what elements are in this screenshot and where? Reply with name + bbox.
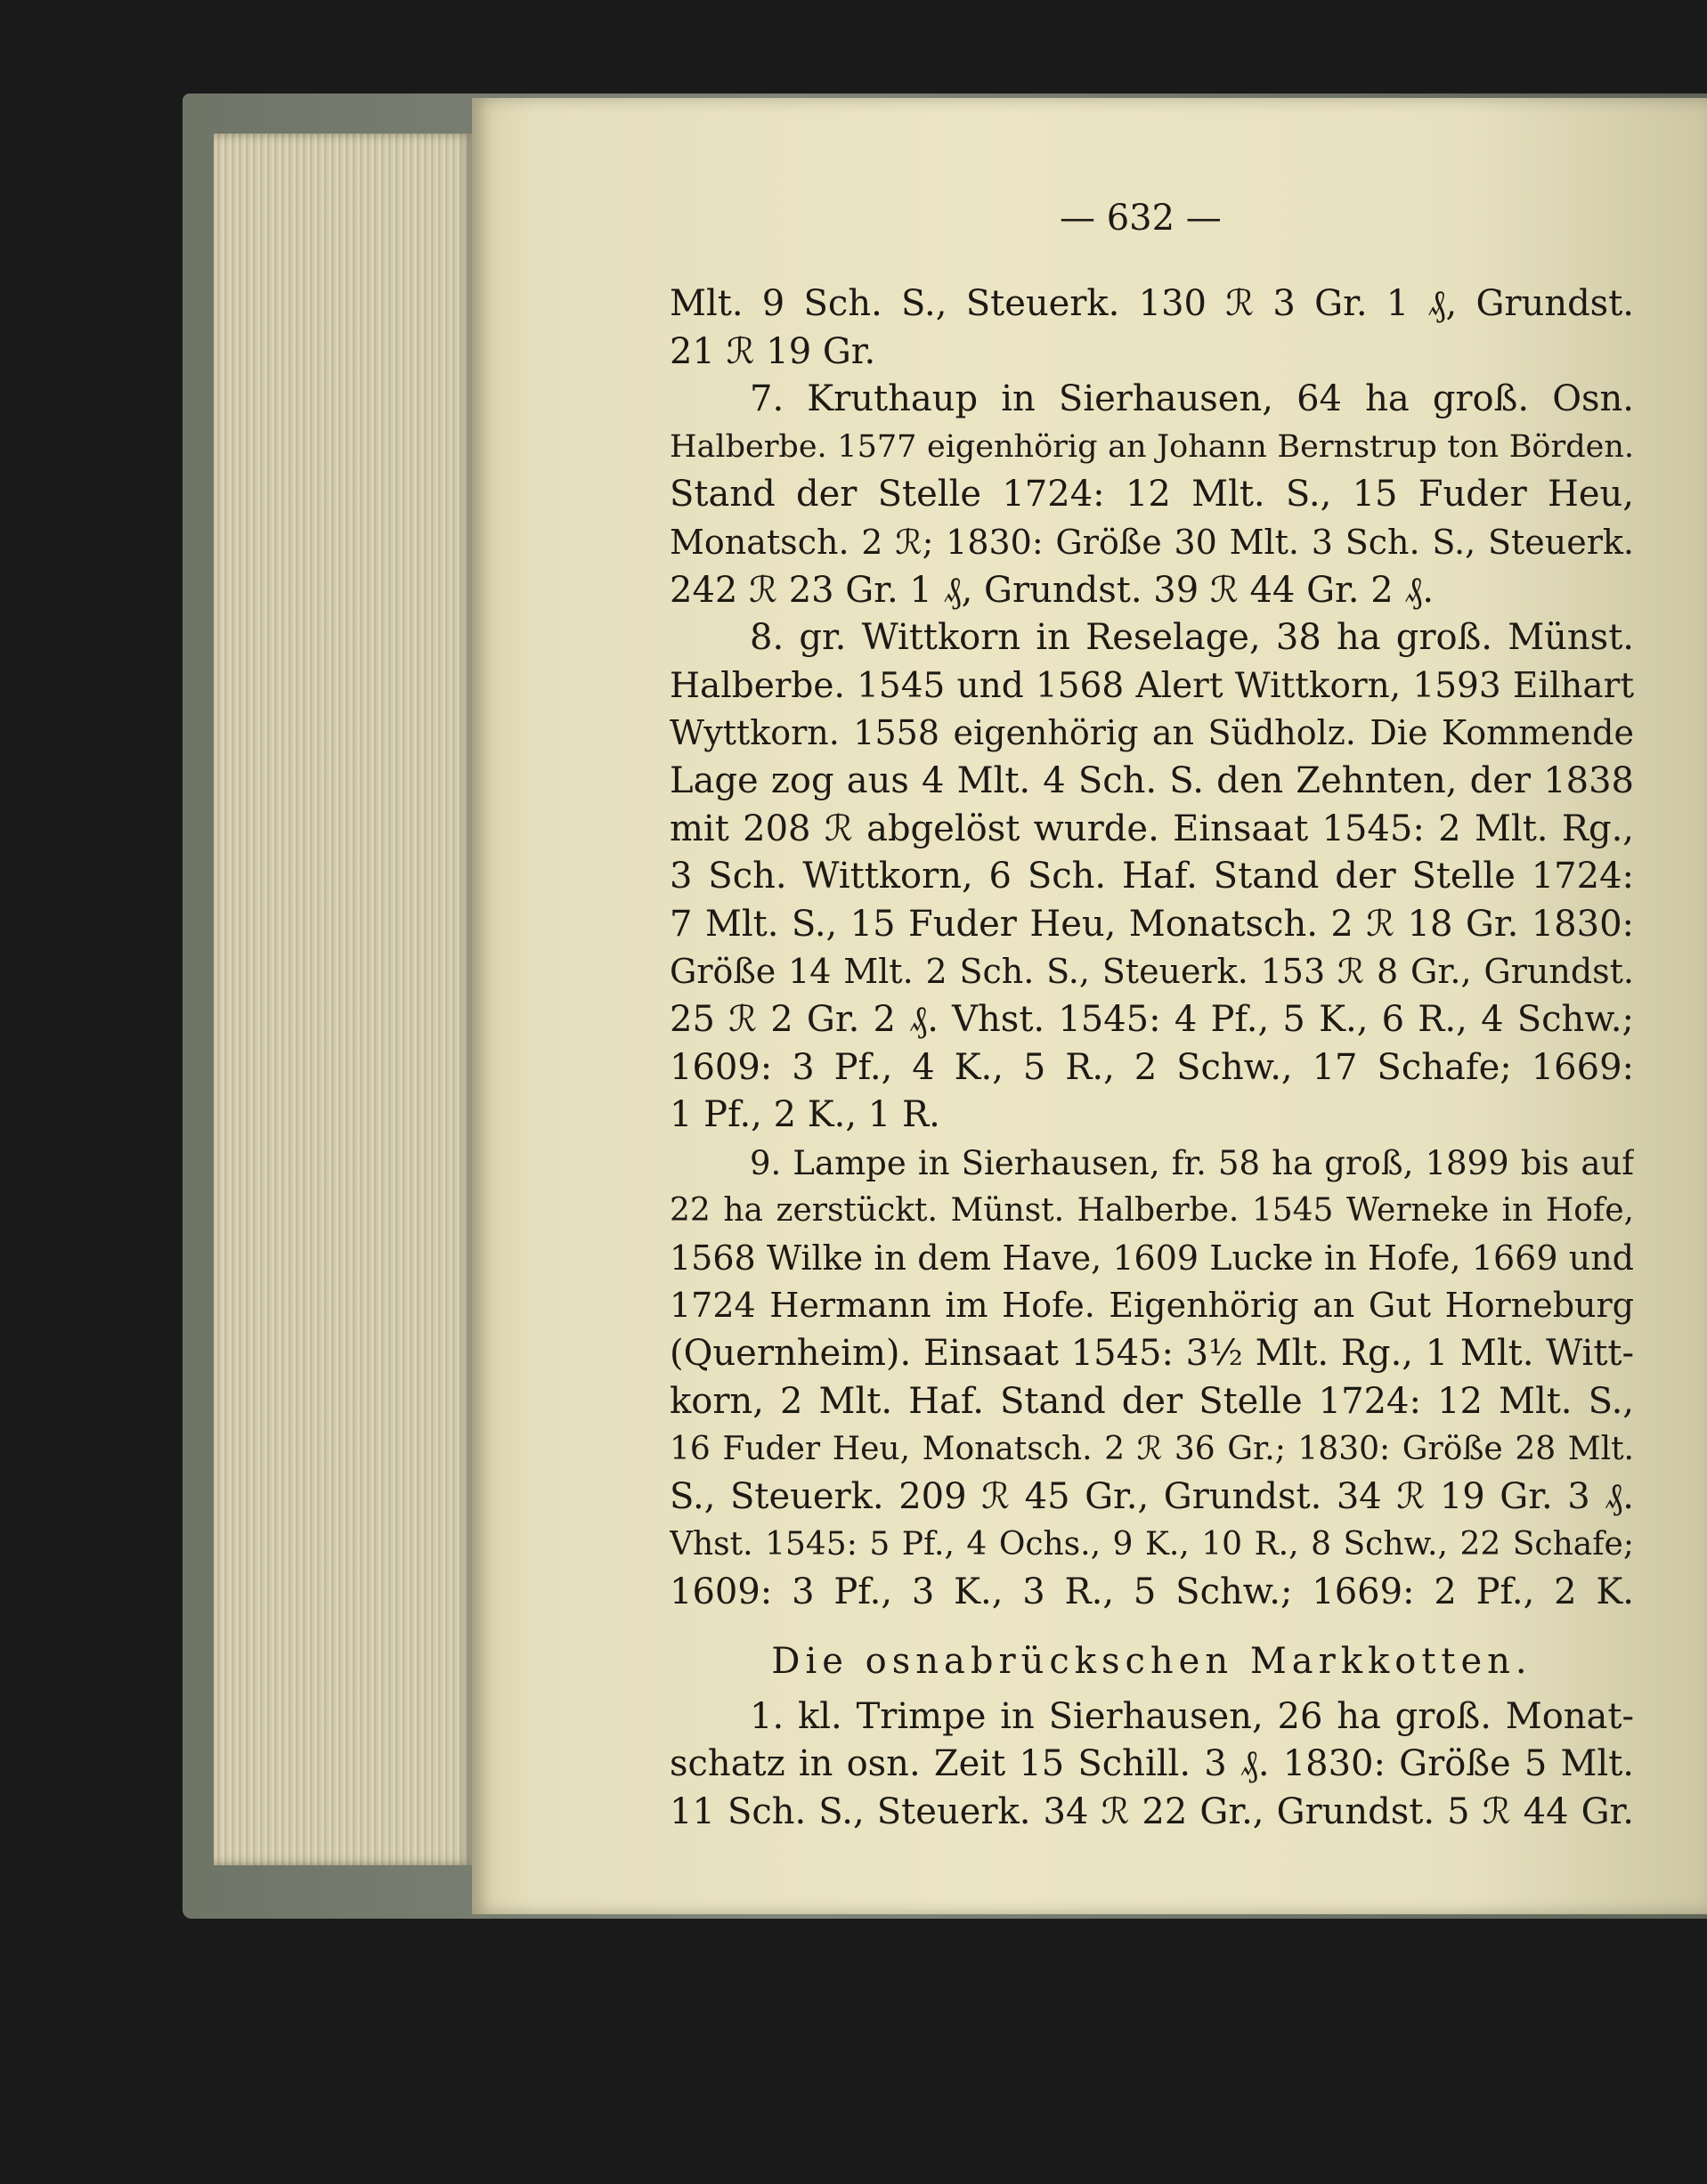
text-line: 25 ℛ 2 Gr. 2 ₰. Vhst. 1545: 4 Pf., 5 K., 6 R., 4 Schw.; <box>670 998 1634 1040</box>
text-line: Lage zog aus 4 Mlt. 4 Sch. S. den Zehnten, der 1838 <box>670 759 1634 801</box>
page-edges <box>214 134 472 1865</box>
entry-heading-line: 7. Kruthaup in Sierhausen, 64 ha groß. Osn. <box>750 378 1634 420</box>
text-line: schatz in osn. Zeit 15 Schill. 3 ₰. 1830: Größe 5 Mlt. <box>670 1743 1634 1785</box>
text-line: Vhst. 1545: 5 Pf., 4 Ochs., 9 K., 10 R., 8 Schw., 22 Schafe; <box>670 1526 1634 1563</box>
text-line: 1724 Hermann im Hofe. Eigenhörig an Gut Horneburg <box>670 1286 1634 1326</box>
text-line: 242 ℛ 23 Gr. 1 ₰, Grundst. 39 ℛ 44 Gr. 2 ₰. <box>670 569 1435 611</box>
body-text <box>670 280 1634 1836</box>
text-line: 16 Fuder Heu, Monatsch. 2 ℛ 36 Gr.; 1830: Größe 28 Mlt. <box>670 1431 1634 1468</box>
page-number: — 632 — <box>1060 198 1222 239</box>
text-line: 7 Mlt. S., 15 Fuder Heu, Monatsch. 2 ℛ 18 Gr. 1830: <box>670 903 1634 945</box>
text-line: 21 ℛ 19 Gr. <box>670 330 876 372</box>
entry-heading-line: 9. Lampe in Sierhausen, fr. 58 ha groß, 1899 bis auf <box>750 1143 1634 1182</box>
text-line: Stand der Stelle 1724: 12 Mlt. S., 15 Fuder Heu, <box>670 474 1634 516</box>
entry-heading-line: 1. kl. Trimpe in Sierhausen, 26 ha groß. Monat- <box>750 1695 1634 1737</box>
text-line: 1 Pf., 2 K., 1 R. <box>670 1094 940 1136</box>
text-line: Halberbe. 1577 eigenhörig an Johann Bernstrup ton Börden. <box>670 428 1634 465</box>
text-line: 3 Sch. Wittkorn, 6 Sch. Haf. Stand der Stelle 1724: <box>670 856 1634 897</box>
text-line: Größe 14 Mlt. 2 Sch. S., Steuerk. 153 ℛ 8 Gr., Grundst. <box>670 952 1634 992</box>
text-line: 1609: 3 Pf., 4 K., 5 R., 2 Schw., 17 Schafe; 1669: <box>670 1046 1634 1088</box>
entry-heading-line: 8. gr. Wittkorn in Reselage, 38 ha groß. Münst. <box>750 617 1634 659</box>
text-line: Monatsch. 2 ℛ; 1830: Größe 30 Mlt. 3 Sch. S., Steuerk. <box>670 522 1634 562</box>
text-line: Halberbe. 1545 und 1568 Alert Wittkorn, 1593 Eilhart <box>670 665 1634 706</box>
text-line: korn, 2 Mlt. Haf. Stand der Stelle 1724: 12 Mlt. S., <box>670 1380 1634 1422</box>
text-line: mit 208 ℛ abgelöst wurde. Einsaat 1545: 2 Mlt. Rg., <box>670 808 1634 849</box>
section-heading: Die osnabrückschen Markkotten. <box>771 1640 1532 1682</box>
text-line: Mlt. 9 Sch. S., Steuerk. 130 ℛ 3 Gr. 1 ₰, Grundst. <box>670 283 1634 324</box>
text-line: S., Steuerk. 209 ℛ 45 Gr., Grundst. 34 ℛ 19 Gr. 3 ₰. <box>670 1475 1634 1517</box>
text-line: 1568 Wilke in dem Have, 1609 Lucke in Hofe, 1669 und <box>670 1238 1634 1278</box>
text-line: (Quernheim). Einsaat 1545: 3½ Mlt. Rg., 1 Mlt. Witt- <box>670 1333 1634 1375</box>
text-line: 11 Sch. S., Steuerk. 34 ℛ 22 Gr., Grundst. 5 ℛ 44 Gr. <box>670 1790 1634 1832</box>
text-line: 1609: 3 Pf., 3 K., 3 R., 5 Schw.; 1669: 2 Pf., 2 K. <box>670 1571 1634 1613</box>
text-line: 22 ha zerstückt. Münst. Halberbe. 1545 Werneke in Hofe, <box>670 1192 1634 1230</box>
text-line: Wyttkorn. 1558 eigenhörig an Südholz. Die Kommende <box>670 713 1634 753</box>
